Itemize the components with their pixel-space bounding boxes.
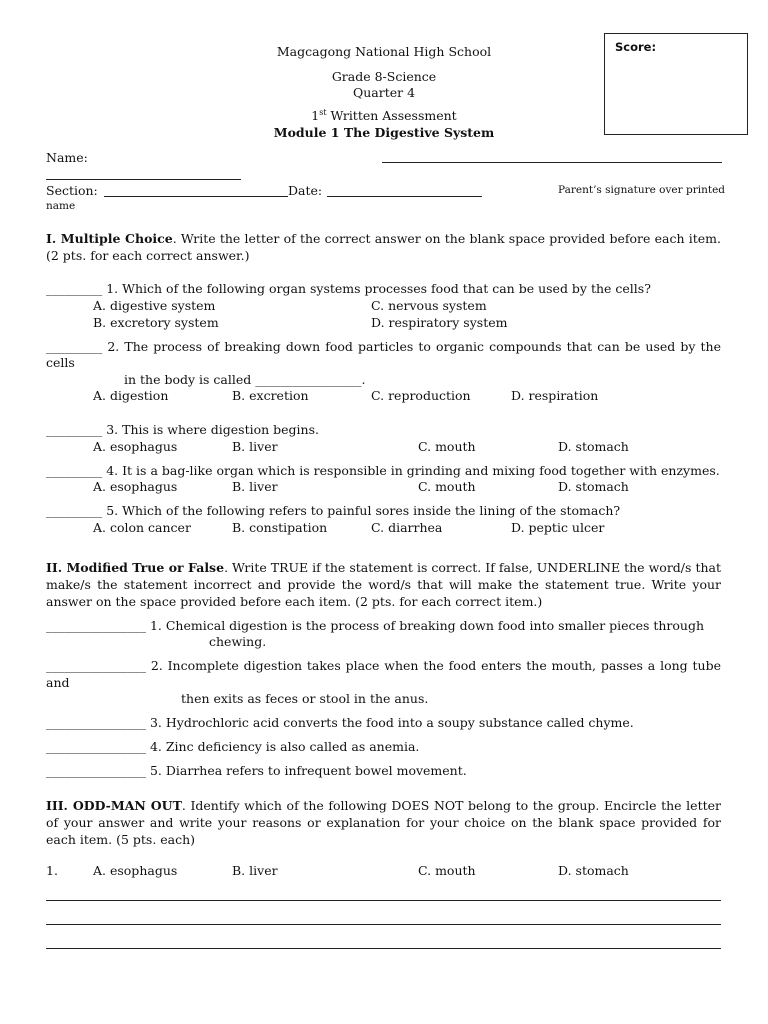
tf-item-1-continued: chewing. bbox=[209, 634, 267, 649]
choice-a: A. digestion bbox=[93, 388, 169, 403]
parent-signature-label: Parent’s signature over printed bbox=[558, 184, 726, 196]
question-text: 4. It is a bag-like organ which is responsible in grinding and mixing food together with enzymes. bbox=[102, 463, 720, 478]
tf-item-1 bbox=[46, 618, 704, 633]
choice-b: B. excretion bbox=[232, 388, 309, 403]
choice-c: C. mouth bbox=[418, 439, 476, 454]
choice-d: D. stomach bbox=[558, 479, 629, 494]
choice-c: C. nervous system bbox=[371, 298, 487, 313]
date-field[interactable] bbox=[327, 196, 482, 197]
question-4 bbox=[46, 463, 720, 478]
question-3 bbox=[46, 422, 319, 437]
choice-b: B. excretory system bbox=[93, 315, 219, 330]
item-text: 5. Diarrhea refers to infrequent bowel movement. bbox=[146, 763, 467, 778]
part2-heading: II. Modified True or False bbox=[46, 560, 225, 575]
choice-d: D. peptic ulcer bbox=[511, 520, 605, 535]
part3-instruction-text: . Identify which of the following DOES NOT belong to the group. Encircle the letter of your answer and write your reasons or explanation for your choice on the blank space provided for each item. (5 pts. each) bbox=[46, 798, 721, 847]
answer-blank[interactable]: ________________ bbox=[46, 715, 146, 730]
choice-c: C. reproduction bbox=[371, 388, 471, 403]
part1-heading: I. Multiple Choice bbox=[46, 231, 173, 246]
choice-b[interactable]: B. liver bbox=[232, 863, 278, 878]
item-text: 1. Chemical digestion is the process of breaking down food into smaller pieces through bbox=[146, 618, 705, 633]
item-text: 3. Hydrochloric acid converts the food into a soupy substance called chyme. bbox=[146, 715, 634, 730]
answer-blank[interactable]: ________________ bbox=[46, 739, 146, 754]
choice-c: C. mouth bbox=[418, 479, 476, 494]
tf-item-2 bbox=[46, 658, 721, 673]
question-text: 5. Which of the following refers to painful sores inside the lining of the stomach? bbox=[102, 503, 621, 518]
answer-blank[interactable]: ________________ bbox=[46, 618, 146, 633]
answer-line[interactable] bbox=[46, 924, 721, 925]
question-5 bbox=[46, 503, 620, 518]
quarter: Quarter 4 bbox=[352, 85, 416, 100]
choice-a: A. digestive system bbox=[93, 298, 216, 313]
odd-item-number: 1. bbox=[46, 863, 58, 878]
answer-blank[interactable]: _________ bbox=[46, 422, 103, 437]
answer-blank[interactable]: _________ bbox=[46, 463, 103, 478]
choice-b: B. constipation bbox=[232, 520, 328, 535]
name-line-continued[interactable] bbox=[46, 179, 241, 180]
choice-c[interactable]: C. mouth bbox=[418, 863, 476, 878]
grade-subject: Grade 8-Science bbox=[331, 69, 437, 84]
choice-a: A. colon cancer bbox=[93, 520, 191, 535]
answer-line[interactable] bbox=[46, 900, 721, 901]
question-text: 1. Which of the following organ systems processes food that can be used by the cells? bbox=[102, 281, 651, 296]
module-title: Module 1 The Digestive System bbox=[273, 125, 495, 140]
choice-a[interactable]: A. esophagus bbox=[93, 863, 178, 878]
choice-d: D. respiratory system bbox=[371, 315, 508, 330]
section-field[interactable] bbox=[104, 196, 288, 197]
item-text: 4. Zinc deficiency is also called as anemia. bbox=[146, 739, 420, 754]
question-1 bbox=[46, 281, 651, 296]
answer-blank[interactable]: _________ bbox=[46, 281, 103, 296]
assessment-label: Written Assessment bbox=[326, 108, 457, 124]
item-text: 2. Incomplete digestion takes place when the food enters the mouth, passes a long tube bbox=[146, 658, 721, 673]
tf-item-5 bbox=[46, 763, 467, 778]
tf-item-2-continued: and bbox=[46, 675, 70, 690]
choice-d[interactable]: D. stomach bbox=[558, 863, 629, 878]
question-2 bbox=[46, 339, 721, 354]
assessment-suffix: st bbox=[319, 108, 327, 117]
choice-a: A. esophagus bbox=[93, 439, 178, 454]
part3-instructions bbox=[46, 797, 721, 848]
date-label: Date: bbox=[288, 183, 323, 198]
choice-d: D. respiration bbox=[511, 388, 599, 403]
answer-blank[interactable]: ________________ bbox=[46, 763, 146, 778]
answer-blank[interactable]: _________ bbox=[46, 503, 103, 518]
assessment-number: 1 bbox=[311, 108, 320, 124]
answer-blank[interactable]: _________ bbox=[46, 339, 103, 354]
choice-d: D. stomach bbox=[558, 439, 629, 454]
part2-instruction-text: . Write TRUE if the statement is correct. If false, UNDERLINE the word/s that make/s the statement incorrect and provide the word/s that will make the statement true. Write your answer on the space provided before each item. (2 pts. for each correct item.) bbox=[46, 560, 721, 609]
tf-item-2-continued-2: then exits as feces or stool in the anus. bbox=[181, 691, 429, 706]
part1-instructions bbox=[46, 230, 721, 264]
answer-line[interactable] bbox=[46, 948, 721, 949]
choice-b: B. liver bbox=[232, 479, 278, 494]
score-box[interactable] bbox=[604, 33, 748, 135]
question-2-continued-2: in the body is called _________________. bbox=[124, 372, 366, 387]
part1-instruction-text: . Write the letter of the correct answer on the blank space provided before each item. (2 pts. for each correct answer.) bbox=[46, 231, 721, 263]
part3-heading: III. ODD-MAN OUT bbox=[46, 798, 182, 813]
choice-c: C. diarrhea bbox=[371, 520, 443, 535]
tf-item-3 bbox=[46, 715, 634, 730]
score-label: Score: bbox=[615, 40, 657, 54]
answer-blank[interactable]: ________________ bbox=[46, 658, 146, 673]
school-name: Magcagong National High School bbox=[276, 44, 492, 59]
part2-instructions bbox=[46, 559, 721, 610]
tf-item-4 bbox=[46, 739, 419, 754]
choice-b: B. liver bbox=[232, 439, 278, 454]
parent-signature-label-continued: name bbox=[46, 200, 76, 212]
question-text: 2. The process of breaking down food particles to organic compounds that can be used by the bbox=[102, 339, 721, 354]
question-2-continued: cells bbox=[46, 355, 75, 370]
section-label: Section: bbox=[46, 183, 98, 198]
choice-a: A. esophagus bbox=[93, 479, 178, 494]
name-line[interactable] bbox=[382, 162, 722, 163]
name-label: Name: bbox=[46, 150, 88, 165]
question-text: 3. This is where digestion begins. bbox=[102, 422, 319, 437]
